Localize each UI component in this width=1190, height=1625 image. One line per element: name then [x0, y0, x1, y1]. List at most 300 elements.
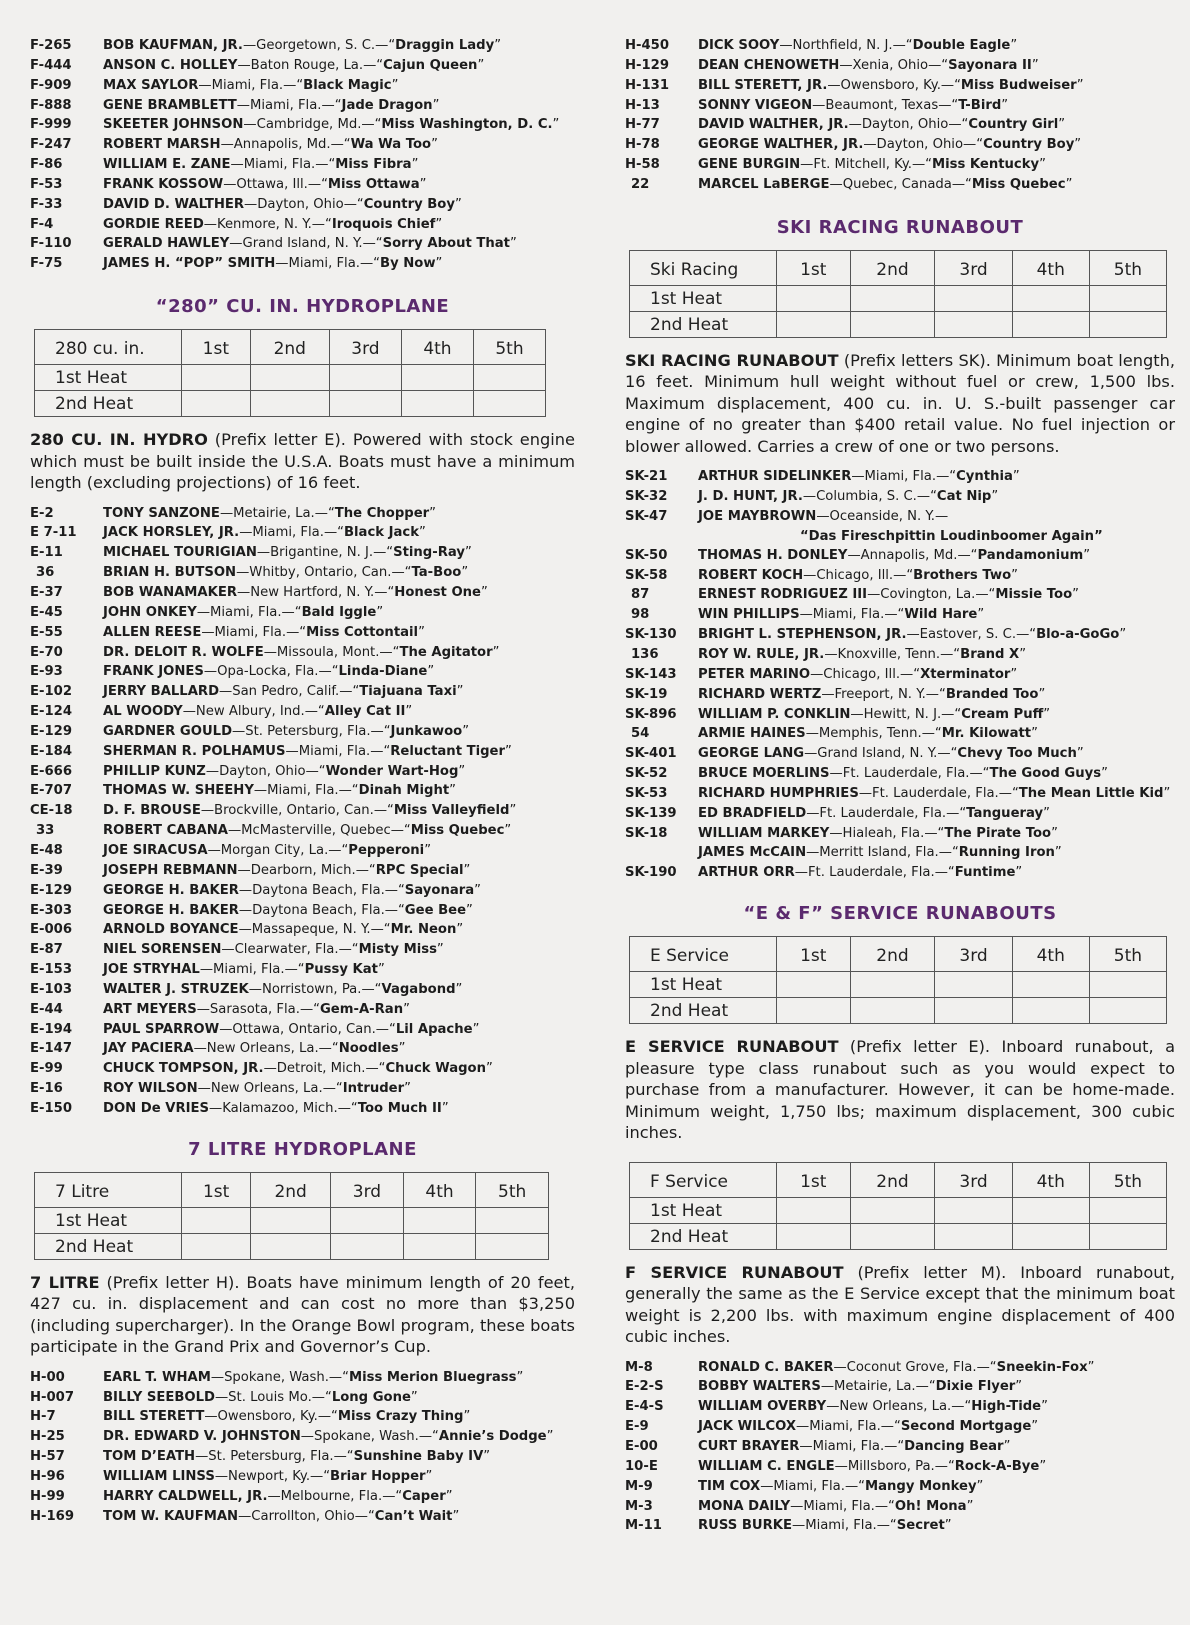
entry-hometown: Miami, Fla. [288, 256, 360, 272]
entry-driver: THOMAS W. SHEEHY [103, 783, 254, 799]
heat-label: 1st Heat [35, 365, 182, 391]
description-f-service [625, 1262, 1175, 1348]
entry-code: SK-32 [625, 489, 668, 505]
entry-driver: ARTHUR SIDELINKER [698, 469, 852, 485]
heat-table-place-header: 4th [1012, 937, 1089, 972]
entry-code: E-16 [30, 1081, 63, 1097]
entry-driver: D. F. BROUSE [103, 803, 201, 819]
entry-boat: Black Jack [343, 525, 420, 541]
entry-boat: Brothers Two [913, 567, 1012, 583]
heat-result-cell [1089, 1197, 1166, 1223]
entry-hometown: Chicago, Ill. [816, 567, 894, 583]
entry-code: E-44 [30, 1001, 63, 1017]
entry-hometown: Miami, Fla. [267, 783, 339, 799]
entry-hometown: St. Petersburg, Fla. [245, 723, 371, 739]
entry-driver: TIM COX [698, 1478, 761, 1494]
heat-result-cell [935, 311, 1012, 337]
heat-table-row [630, 972, 1167, 998]
entry-boat: Vagabond [381, 981, 456, 997]
entry-row [625, 1417, 1175, 1437]
heat-result-cell [777, 311, 851, 337]
entry-row [30, 96, 575, 116]
heat-label: 1st Heat [630, 285, 777, 311]
entry-boat: Sayonara II [948, 57, 1032, 73]
entry-code: E-129 [30, 723, 73, 739]
entry-boat: Honest One [394, 585, 481, 600]
entry-row [30, 254, 575, 274]
entry-hometown: Miami, Fla. [864, 469, 937, 485]
entry-driver: TONY SANZONE [103, 505, 220, 521]
entry-code: E-48 [30, 842, 63, 858]
entry-row [625, 487, 1175, 507]
entry-row [625, 1397, 1175, 1417]
entry-text: BRIAN H. BUTSON—Whitby, Ontario, Can.—“Ta-Boo” [103, 565, 469, 581]
entry-boat: The Mean Little Kid [1018, 785, 1164, 801]
entry-boat: Too Much II [357, 1100, 442, 1116]
entry-driver: BRUCE MOERLINS [698, 766, 830, 782]
entry-text: CHUCK TOMPSON, JR.—Detroit, Mich.—“Chuck Wagon” [103, 1061, 493, 1077]
entry-boat: Junkawoo [390, 723, 463, 739]
entry-driver: WILLIAM LINSS [103, 1469, 215, 1484]
entry-row [625, 705, 1175, 725]
entry-driver: FRANK KOSSOW [103, 176, 224, 192]
entry-text: JAMES McCAIN—Merritt Island, Fla.—“Running Iron” [698, 845, 1062, 861]
entry-boat: By Now [380, 256, 436, 272]
entry-row [625, 784, 1175, 804]
entry-text: JOSEPH REBMANN—Dearborn, Mich.—“RPC Special” [103, 862, 471, 878]
entry-driver: CHUCK TOMPSON, JR. [103, 1061, 264, 1077]
entry-text: WILLIAM MARKEY—Hialeah, Fla.—“The Pirate Too” [698, 825, 1058, 841]
entry-hometown: Ft. Lauderdale, Fla. [842, 766, 970, 782]
entry-code: F-999 [30, 117, 72, 133]
entry-boat: Oh! Mona [894, 1498, 967, 1514]
entry-hometown: New Hartford, N. Y. [250, 585, 375, 600]
entry-boat: Chevy Too Much [957, 746, 1077, 762]
entry-row [30, 115, 575, 135]
heat-label: 2nd Heat [35, 391, 182, 417]
entry-text: JOE MAYBROWN—Oceanside, N. Y.— [698, 508, 949, 524]
heat-result-cell [935, 1223, 1012, 1249]
entry-hometown: Grand Island, N. Y. [242, 236, 363, 252]
entry-code: H-450 [625, 38, 670, 53]
heat-result-cell [182, 365, 251, 391]
entry-driver: JACK HORSLEY, JR. [103, 525, 240, 541]
entry-text: WILLIAM P. CONKLIN—Hewitt, N. J.—“Cream Puff” [698, 706, 1051, 722]
heat-table-row [35, 365, 546, 391]
entry-boat: Alley Cat II [324, 704, 406, 720]
entry-text: WILLIAM OVERBY—New Orleans, La.—“High-Tide” [698, 1399, 1048, 1415]
entry-row [30, 1427, 575, 1447]
entry-driver: BILL STERETT [103, 1409, 205, 1425]
heat-label: 2nd Heat [630, 998, 777, 1024]
entry-hometown: Clearwater, Fla. [234, 942, 339, 958]
entry-text: ARTHUR ORR—Ft. Lauderdale, Fla.—“Funtime” [698, 865, 1023, 881]
heat-result-cell [850, 1223, 935, 1249]
entry-driver: PAUL SPARROW [103, 1021, 220, 1037]
entry-row [30, 960, 575, 980]
entry-text: AL WOODY—New Albury, Ind.—“Alley Cat II” [103, 704, 413, 720]
entry-boat: Country Boy [363, 196, 455, 212]
entry-boat: Miss Fibra [335, 157, 412, 173]
heat-table-row [35, 391, 546, 417]
heat-result-cell [329, 391, 401, 417]
entry-code: F-909 [30, 77, 72, 93]
description-7-litre [30, 1272, 575, 1358]
entry-text: SONNY VIGEON—Beaumont, Texas—“T-Bird” [698, 97, 1009, 113]
entry-boat: Country Boy [983, 137, 1075, 153]
heat-label: 1st Heat [630, 972, 777, 998]
entry-text: RUSS BURKE—Miami, Fla.—“Secret” [698, 1518, 952, 1534]
entry-boat: Miss Crazy Thing [337, 1409, 464, 1425]
entry-hometown: Dearborn, Mich. [250, 862, 356, 878]
entry-row [30, 1368, 575, 1388]
heat-table-row [630, 285, 1167, 311]
heat-table-place-header: 2nd [850, 937, 935, 972]
entry-boat: Pussy Kat [304, 962, 378, 978]
entry-row [30, 1388, 575, 1408]
entry-code: F-4 [30, 216, 54, 232]
entry-hometown: Northfield, N. J. [792, 38, 893, 53]
entry-code: F-53 [30, 176, 63, 192]
entry-row [30, 56, 575, 76]
heat-result-cell [251, 1233, 331, 1259]
entry-code: E-70 [30, 644, 63, 660]
entry-driver: HARRY CALDWELL, JR. [103, 1488, 268, 1504]
sk-entry-list-b [625, 546, 1175, 883]
entry-code: 10-E [625, 1458, 658, 1474]
entry-boat: Miss Valleyfield [393, 803, 510, 819]
entry-row [30, 215, 575, 235]
entry-code: E-147 [30, 1041, 73, 1057]
entry-text: BOBBY WALTERS—Metairie, La.—“Dixie Flyer” [698, 1379, 1023, 1395]
entry-text: GEORGE H. BAKER—Daytona Beach, Fla.—“Gee Bee” [103, 902, 473, 918]
entry-hometown: Memphis, Tenn. [818, 726, 922, 742]
entry-driver: CURT BRAYER [698, 1439, 800, 1454]
heat-table-7-litre [34, 1172, 549, 1260]
entry-hometown: Owensboro, Ky. [840, 77, 941, 93]
entry-hometown: St. Louis Mo. [228, 1389, 312, 1405]
entry-code: E-2 [30, 505, 54, 521]
entry-row [625, 115, 1175, 135]
entry-code: H-131 [625, 77, 670, 93]
description-lead: F SERVICE RUNABOUT [625, 1262, 844, 1282]
entry-driver: SHERMAN R. POLHAMUS [103, 743, 286, 759]
entry-hometown: Miami, Fla. [809, 1419, 881, 1435]
entry-row [625, 1516, 1175, 1536]
entry-hometown: Hewitt, N. J. [863, 706, 942, 722]
entry-row [30, 662, 575, 682]
entry-boat: Pepperoni [348, 842, 425, 858]
entry-text: BOB WANAMAKER—New Hartford, N. Y.—“Honest One” [103, 585, 488, 600]
entry-row [30, 1467, 575, 1487]
entry-boat: Brand X [960, 647, 1020, 662]
heat-result-cell [850, 972, 935, 998]
entry-code: H-13 [625, 97, 660, 113]
entry-driver: JAMES McCAIN [698, 845, 807, 861]
heat-table-header-row [630, 937, 1167, 972]
heat-table-place-header: 1st [777, 250, 851, 285]
entry-text: PETER MARINO—Chicago, Ill.—“Xterminator” [698, 666, 1018, 682]
entry-row [30, 801, 575, 821]
entry-row [30, 762, 575, 782]
heat-table-place-header: 5th [1089, 937, 1166, 972]
entry-code: SK-21 [625, 469, 668, 485]
heat-result-cell [403, 1233, 476, 1259]
entry-text: GEORGE WALTHER, JR.—Dayton, Ohio—“Country Boy” [698, 137, 1082, 153]
entry-boat: Das Fireschpittin Loudinboomer Again [808, 528, 1095, 544]
entry-row [625, 76, 1175, 96]
entry-hometown: Brockville, Ontario, Can. [214, 803, 374, 819]
heat-result-cell [329, 365, 401, 391]
entry-text: NIEL SORENSEN—Clearwater, Fla.—“Misty Miss” [103, 942, 444, 958]
entry-driver: GEORGE H. BAKER [103, 902, 239, 918]
entry-row [30, 702, 575, 722]
entry-hometown: Ottawa, Ontario, Can. [232, 1021, 376, 1037]
heat-result-cell [935, 1197, 1012, 1223]
heat-label: 2nd Heat [35, 1233, 182, 1259]
entry-driver: WALTER J. STRUZEK [103, 981, 249, 997]
entry-code: SK-401 [625, 746, 677, 762]
entry-row [30, 76, 575, 96]
entry-hometown: Detroit, Mich. [276, 1061, 366, 1077]
entry-code: SK-143 [625, 666, 677, 682]
heat-result-cell [182, 1207, 251, 1233]
entry-code: SK-130 [625, 627, 677, 643]
entry-boat: Branded Too [945, 686, 1039, 702]
entry-row [30, 821, 575, 841]
entry-text: JACK HORSLEY, JR.—Miami, Fla.—“Black Jack” [103, 525, 426, 541]
entry-hometown: Daytona Beach, Fla. [252, 882, 385, 898]
entry-boat: Sunshine Baby IV [353, 1449, 484, 1465]
entry-text: FRANK KOSSOW—Ottawa, Ill.—“Miss Ottawa” [103, 176, 427, 192]
entry-hometown: Miami, Fla. [812, 607, 885, 623]
entry-driver: JOE SIRACUSA [103, 842, 208, 858]
entry-hometown: Coconut Grove, Fla. [846, 1359, 977, 1375]
entry-boat: Missie Too [995, 587, 1073, 603]
entry-code: F-265 [30, 38, 72, 53]
heat-result-cell [401, 391, 473, 417]
entry-driver: ERNEST RODRIGUEZ III [698, 587, 868, 603]
heat-table-place-header: 3rd [935, 250, 1012, 285]
entry-text: GERALD HAWLEY—Grand Island, N. Y.—“Sorry About That” [103, 236, 517, 252]
entry-boat: Miss Ottawa [327, 176, 420, 192]
entry-text: BILL STERETT, JR.—Owensboro, Ky.—“Miss Budweiser” [698, 77, 1084, 93]
heat-result-cell [1089, 1223, 1166, 1249]
entry-code: E-00 [625, 1439, 658, 1454]
entry-driver: ANSON C. HOLLEY [103, 57, 238, 73]
heat-result-cell [777, 1197, 851, 1223]
entry-boat: Miss Merion Bluegrass [348, 1369, 517, 1385]
entry-boat: Sayonara [404, 882, 475, 898]
entry-row [625, 764, 1175, 784]
entry-row [30, 583, 575, 603]
entry-boat: Long Gone [331, 1389, 411, 1405]
ef-entry-list [625, 1358, 1175, 1537]
entry-sk-47 [625, 507, 1175, 527]
entry-driver: DICK SOOY [698, 38, 780, 53]
entry-driver: EARL T. WHAM [103, 1369, 211, 1385]
heat-result-cell [401, 365, 473, 391]
entry-hometown: Brigantine, N. J. [270, 545, 374, 561]
heat-result-cell [850, 1197, 935, 1223]
entry-hometown: Beaumont, Texas [825, 97, 939, 113]
heat-table-place-header: 3rd [331, 1172, 404, 1207]
entry-row [625, 56, 1175, 76]
entry-code: H-78 [625, 137, 660, 153]
heat-result-cell [1012, 998, 1089, 1024]
description-lead: SKI RACING RUNABOUT [625, 350, 839, 370]
entry-text: J. D. HUNT, JR.—Columbia, S. C.—“Cat Nip” [698, 489, 999, 505]
entry-boat: Dancing Bear [904, 1439, 1004, 1454]
entry-text: FRANK JONES—Opa-Locka, Fla.—“Linda-Diane” [103, 664, 435, 680]
heat-table-f-service [629, 1162, 1167, 1250]
entry-driver: GORDIE REED [103, 216, 204, 232]
entry-hometown: Miami, Fla. [252, 525, 324, 541]
entry-driver: BOB WANAMAKER [103, 585, 238, 600]
heat-table-place-header: 2nd [850, 250, 935, 285]
entry-boat: Linda-Diane [338, 664, 428, 680]
heat-label: 2nd Heat [630, 311, 777, 337]
entry-row [625, 724, 1175, 744]
entry-text: JAMES H. “POP” SMITH—Miami, Fla.—“By Now” [103, 256, 443, 272]
entry-boat: Mr. Kilowatt [941, 726, 1032, 742]
entry-text: JOE STRYHAL—Miami, Fla.—“Pussy Kat” [103, 962, 385, 978]
entry-row [625, 1377, 1175, 1397]
entry-hometown: New Orleans, La. [210, 1081, 323, 1097]
entry-hometown: Miami, Fla. [812, 1439, 885, 1454]
entry-code: E-666 [30, 763, 73, 779]
heat-table-class-cell: 280 cu. in. [35, 330, 182, 365]
entry-row [30, 504, 575, 524]
entry-row [30, 1099, 575, 1119]
entry-row [625, 605, 1175, 625]
heat-result-cell [403, 1207, 476, 1233]
entry-row [30, 603, 575, 623]
entry-code: E-87 [30, 942, 63, 958]
entry-driver: GEORGE LANG [698, 746, 805, 762]
entry-code: E-102 [30, 684, 73, 700]
entry-code: SK-896 [625, 706, 677, 722]
entry-boat: Second Mortgage [900, 1419, 1032, 1435]
entry-code: F-75 [30, 256, 63, 272]
description-ski-racing [625, 350, 1175, 458]
entry-row [30, 742, 575, 762]
entry-row [30, 1407, 575, 1427]
entry-driver: GENE BURGIN [698, 157, 801, 173]
entry-boat: Intruder [342, 1081, 405, 1097]
heat-label: 2nd Heat [630, 1223, 777, 1249]
entry-code: M-11 [625, 1518, 662, 1534]
entry-hometown: Whitby, Ontario, Can. [249, 565, 392, 581]
entry-text: TOM W. KAUFMAN—Carrollton, Ohio—“Can’t Wait” [103, 1508, 460, 1524]
entry-boat: Tangueray [966, 805, 1044, 821]
entry-driver: ROBERT CABANA [103, 823, 228, 839]
entry-driver: BOBBY WALTERS [698, 1379, 821, 1395]
heat-table-280 [34, 329, 546, 417]
entry-text: ARMIE HAINES—Memphis, Tenn.—“Mr. Kilowatt” [698, 726, 1038, 742]
entry-code: H-007 [30, 1389, 75, 1405]
entry-code: E-55 [30, 624, 63, 640]
entry-text: BOB KAUFMAN, JR.—Georgetown, S. C.—“Draggin Lady” [103, 38, 502, 53]
heat-table-row [630, 311, 1167, 337]
entry-hometown: Miami, Fla. [213, 962, 285, 978]
right-column [625, 36, 1175, 1536]
entry-row [30, 234, 575, 254]
entry-text: GORDIE REED—Kenmore, N. Y.—“Iroquois Chief” [103, 216, 443, 232]
entry-boat: Running Iron [958, 845, 1055, 861]
entry-row [30, 682, 575, 702]
entry-row [30, 623, 575, 643]
entry-code: SK-139 [625, 805, 677, 821]
heat-table-place-header: 5th [476, 1172, 549, 1207]
entry-hometown: Metairie, La. [233, 505, 315, 521]
entry-driver: GEORGE H. BAKER [103, 882, 239, 898]
entry-driver: TOM D’EATH [103, 1449, 196, 1465]
heat-table-place-header: 3rd [329, 330, 401, 365]
entry-row [625, 1497, 1175, 1517]
entry-text: JERRY BALLARD—San Pedro, Calif.—“Tiajuana Taxi” [103, 684, 464, 700]
entry-text: WILLIAM C. ENGLE—Millsboro, Pa.—“Rock-A-Bye” [698, 1458, 1047, 1474]
entry-text: ERNEST RODRIGUEZ III—Covington, La.—“Missie Too” [698, 587, 1079, 603]
entry-hometown: Hialeah, Fla. [842, 825, 925, 841]
heat-result-cell [935, 998, 1012, 1024]
entry-code: M-3 [625, 1498, 653, 1514]
heat-table-header-row [35, 330, 546, 365]
entry-row [625, 685, 1175, 705]
entry-code: SK-53 [625, 785, 668, 801]
entry-driver: DON De VRIES [103, 1100, 210, 1116]
entry-hometown: New Albury, Ind. [195, 704, 305, 720]
entry-row [625, 566, 1175, 586]
entry-driver: MONA DAILY [698, 1498, 791, 1514]
entry-code: E-9 [625, 1419, 649, 1435]
entry-hometown: Cambridge, Md. [256, 117, 362, 133]
entry-row [30, 36, 575, 56]
entry-driver: ART MEYERS [103, 1001, 197, 1017]
entry-driver: GERALD HAWLEY [103, 236, 230, 252]
entry-driver: BRIAN H. BUTSON [103, 565, 237, 581]
entry-text: TONY SANZONE—Metairie, La.—“The Chopper” [103, 505, 437, 521]
section-title-280-hydroplane: “280” CU. IN. HYDROPLANE [155, 296, 450, 318]
entry-boat: Cat Nip [936, 489, 992, 505]
entry-row [625, 96, 1175, 116]
entry-row [30, 1487, 575, 1507]
heat-result-cell [331, 1207, 404, 1233]
entry-driver: FRANK JONES [103, 664, 204, 680]
entry-hometown: Dayton, Ohio [257, 196, 344, 212]
entry-hometown: Miami, Fla. [210, 604, 282, 620]
entry-boat: Miss Cottontail [306, 624, 419, 640]
entry-code [625, 843, 698, 863]
entry-boat: Cream Puff [961, 706, 1044, 722]
entry-hometown: San Pedro, Calif. [232, 684, 340, 700]
entry-row [625, 175, 1175, 195]
description-lead: E SERVICE RUNABOUT [625, 1037, 839, 1057]
entry-driver: DEAN CHENOWETH [698, 57, 840, 73]
entry-hometown: Carrollton, Ohio [251, 1508, 355, 1524]
entry-code: CE-18 [30, 803, 73, 819]
entry-row [625, 843, 1175, 863]
entry-text: HARRY CALDWELL, JR.—Melbourne, Fla.—“Caper” [103, 1488, 453, 1504]
entry-code: E-124 [30, 704, 73, 720]
entry-hometown: Dayton, Ohio [219, 763, 306, 779]
entry-text: BRIGHT L. STEPHENSON, JR.—Eastover, S. C.—“Blo-a-GoGo” [698, 627, 1127, 643]
entry-code: H-169 [30, 1508, 75, 1524]
entry-driver: GEORGE WALTHER, JR. [698, 137, 864, 153]
heat-table-place-header: 1st [182, 330, 251, 365]
heat-result-cell [850, 285, 935, 311]
entry-hometown: Merritt Island, Fla. [819, 845, 939, 861]
